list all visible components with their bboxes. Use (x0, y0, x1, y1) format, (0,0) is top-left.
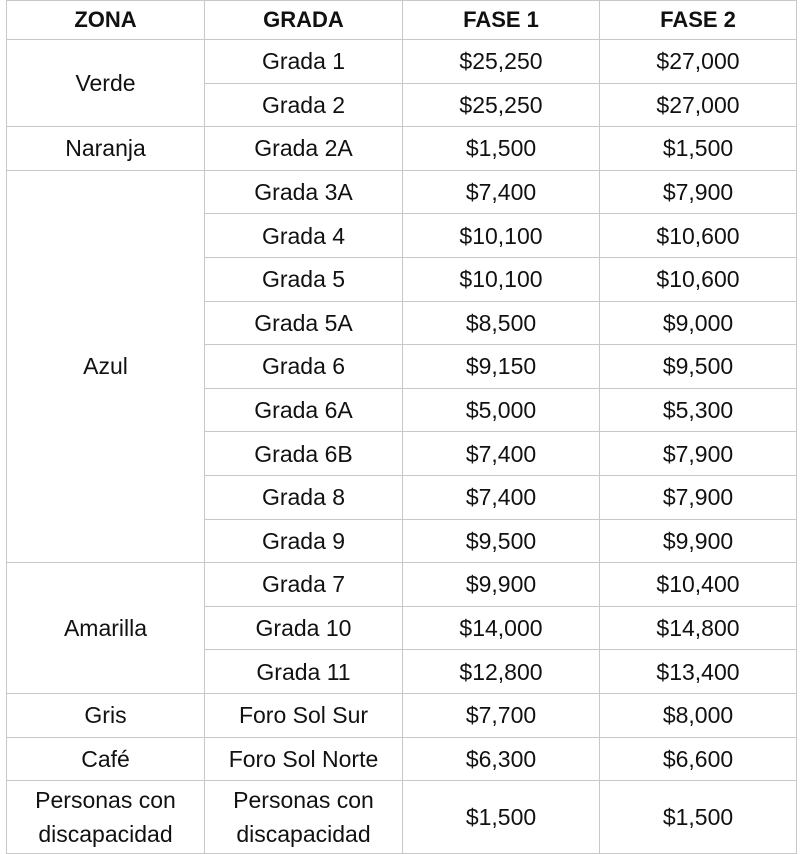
grada-cell: Personas con discapacidad (205, 781, 403, 854)
grada-cell: Grada 11 (205, 650, 403, 694)
header-fase-2: FASE 2 (600, 1, 797, 40)
fase-1-cell: $9,900 (403, 563, 600, 607)
fase-2-cell: $6,600 (600, 737, 797, 781)
zona-cell: Amarilla (7, 563, 205, 694)
grada-cell: Grada 10 (205, 606, 403, 650)
fase-2-cell: $9,900 (600, 519, 797, 563)
fase-1-cell: $25,250 (403, 40, 600, 84)
fase-2-cell: $1,500 (600, 127, 797, 171)
fase-2-cell: $9,000 (600, 301, 797, 345)
zona-cell: Azul (7, 170, 205, 562)
zona-cell: Personas con discapacidad (7, 781, 205, 854)
grada-cell: Foro Sol Sur (205, 693, 403, 737)
fase-1-cell: $9,150 (403, 345, 600, 389)
fase-2-cell: $27,000 (600, 83, 797, 127)
table-row (7, 693, 797, 737)
grada-cell: Grada 8 (205, 475, 403, 519)
fase-2-cell: $10,400 (600, 563, 797, 607)
header-fase-1: FASE 1 (403, 1, 600, 40)
table-body (7, 40, 797, 854)
fase-1-cell: $7,700 (403, 693, 600, 737)
fase-1-cell: $25,250 (403, 83, 600, 127)
grada-cell: Grada 1 (205, 40, 403, 84)
fase-1-cell: $9,500 (403, 519, 600, 563)
fase-1-cell: $10,100 (403, 214, 600, 258)
fase-2-cell: $7,900 (600, 432, 797, 476)
price-table (6, 0, 797, 854)
fase-1-cell: $8,500 (403, 301, 600, 345)
grada-cell: Grada 4 (205, 214, 403, 258)
grada-cell: Grada 7 (205, 563, 403, 607)
table-row (7, 737, 797, 781)
fase-2-cell: $1,500 (600, 781, 797, 854)
table-row (7, 127, 797, 171)
fase-2-cell: $14,800 (600, 606, 797, 650)
fase-2-cell: $9,500 (600, 345, 797, 389)
table-row (7, 781, 797, 854)
grada-cell: Grada 9 (205, 519, 403, 563)
fase-2-cell: $7,900 (600, 170, 797, 214)
grada-cell: Grada 2 (205, 83, 403, 127)
zona-cell: Naranja (7, 127, 205, 171)
fase-1-cell: $1,500 (403, 781, 600, 854)
zona-cell: Café (7, 737, 205, 781)
header-grada: GRADA (205, 1, 403, 40)
fase-2-cell: $8,000 (600, 693, 797, 737)
fase-1-cell: $6,300 (403, 737, 600, 781)
grada-cell: Grada 3A (205, 170, 403, 214)
grada-cell: Foro Sol Norte (205, 737, 403, 781)
table-header (7, 1, 797, 40)
fase-1-cell: $7,400 (403, 170, 600, 214)
table-row (7, 170, 797, 214)
grada-cell: Grada 5 (205, 257, 403, 301)
fase-1-cell: $7,400 (403, 432, 600, 476)
fase-1-cell: $5,000 (403, 388, 600, 432)
grada-cell: Grada 6B (205, 432, 403, 476)
grada-cell: Grada 2A (205, 127, 403, 171)
fase-2-cell: $13,400 (600, 650, 797, 694)
fase-1-cell: $1,500 (403, 127, 600, 171)
header-row (7, 1, 797, 40)
fase-1-cell: $10,100 (403, 257, 600, 301)
header-zona: ZONA (7, 1, 205, 40)
fase-1-cell: $12,800 (403, 650, 600, 694)
table-row (7, 563, 797, 607)
fase-2-cell: $10,600 (600, 214, 797, 258)
fase-2-cell: $7,900 (600, 475, 797, 519)
grada-cell: Grada 5A (205, 301, 403, 345)
fase-1-cell: $14,000 (403, 606, 600, 650)
fase-1-cell: $7,400 (403, 475, 600, 519)
grada-cell: Grada 6A (205, 388, 403, 432)
zona-cell: Verde (7, 40, 205, 127)
fase-2-cell: $5,300 (600, 388, 797, 432)
grada-cell: Grada 6 (205, 345, 403, 389)
table-row (7, 40, 797, 84)
zona-cell: Gris (7, 693, 205, 737)
fase-2-cell: $27,000 (600, 40, 797, 84)
fase-2-cell: $10,600 (600, 257, 797, 301)
